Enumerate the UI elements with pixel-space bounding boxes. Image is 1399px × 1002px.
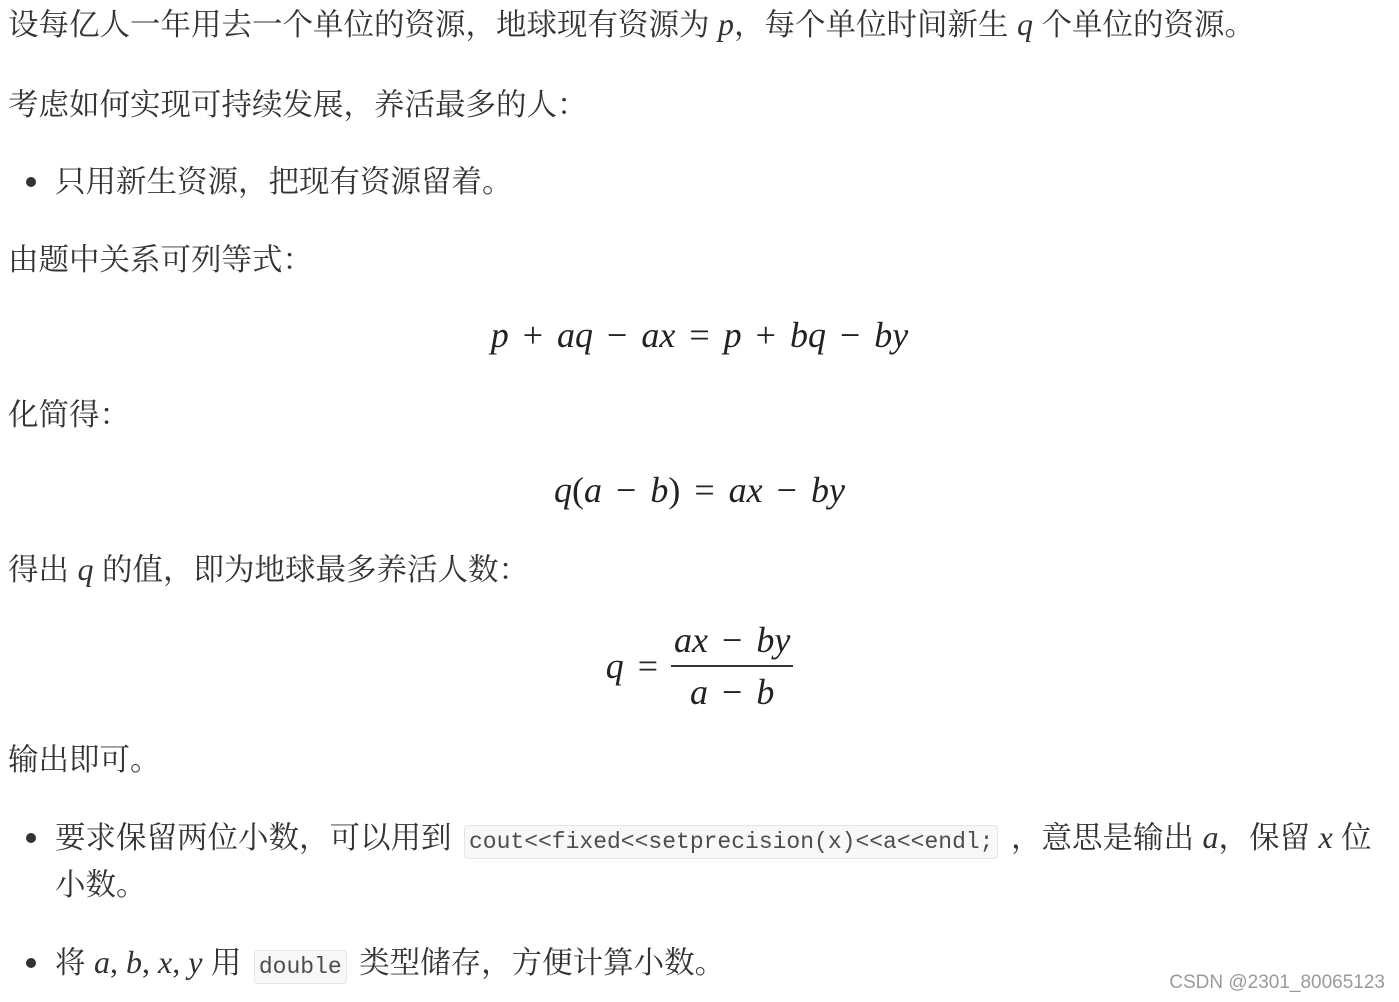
math-variable: b — [789, 315, 808, 355]
math-variable: a — [557, 315, 576, 355]
inline-code-cout: cout<<fixed<<setprecision(x)<<a<<endl; — [464, 825, 999, 859]
var-x — [1318, 819, 1332, 855]
simplify-paragraph: 化简得： — [8, 398, 130, 432]
math-variable: p — [717, 6, 734, 42]
math-operator: + — [522, 315, 544, 355]
math-variable: q — [807, 315, 826, 355]
inline-code-double: double — [254, 950, 347, 984]
math-variable: a — [641, 315, 660, 355]
list-item-2-text-3: ，保留 — [1218, 821, 1310, 855]
output-paragraph: 输出即可。 — [8, 743, 161, 777]
var-q — [77, 551, 93, 587]
intro-paragraph — [0, 2, 1399, 48]
math-punctuation: , — [109, 944, 118, 980]
intro-text-2: ，每个单位时间新生 — [733, 8, 1009, 42]
math-variable: x — [746, 470, 763, 510]
bullet-dot — [26, 177, 36, 187]
list-item-3-text-2: 用 — [210, 946, 242, 980]
var-q — [1017, 6, 1033, 42]
math-variable: p — [490, 315, 509, 355]
consider-paragraph: 考虑如何实现可持续发展，养活最多的人： — [8, 88, 588, 122]
math-variable: b — [650, 470, 669, 510]
math-variable: q — [554, 470, 573, 510]
fraction-denominator — [687, 667, 777, 717]
list-item-3-text-3: 类型储存，方便计算小数。 — [359, 946, 726, 980]
equation-2 — [0, 465, 1399, 515]
math-punctuation: , — [172, 944, 181, 980]
math-variable: y — [828, 470, 845, 510]
math-variable: a — [1202, 819, 1219, 855]
list-item-2-text-4: 位小数。 — [55, 821, 1372, 902]
math-operator: − — [722, 620, 743, 661]
math-variable: x — [1318, 819, 1333, 855]
math-variable: b — [874, 315, 893, 355]
math-operator: = — [637, 646, 659, 686]
var-p — [718, 6, 734, 42]
math-operator: + — [755, 315, 776, 355]
math-variable: y — [892, 315, 909, 355]
math-variable: b — [756, 671, 775, 712]
result-intro-text-2: 的值，即为地球最多养活人数： — [101, 553, 529, 587]
math-variable: b — [810, 470, 829, 510]
math-operator: − — [616, 470, 637, 510]
math-variable: a — [690, 671, 708, 712]
math-variable: a — [93, 944, 110, 980]
list-item-2 — [0, 815, 1399, 909]
math-variable: p — [723, 315, 742, 355]
math-operator: = — [694, 470, 715, 510]
list-item-1 — [0, 159, 1399, 205]
csdn-watermark: CSDN @2301_80065123 — [1169, 972, 1385, 993]
math-variable: a — [584, 470, 603, 510]
math-punctuation: ( — [572, 470, 585, 510]
fraction-numerator — [671, 615, 793, 665]
list-item-1-text: 只用新生资源，把现有资源留着。 — [55, 165, 513, 199]
result-intro-paragraph — [0, 547, 1399, 593]
math-variable: y — [774, 620, 791, 661]
intro-text-3: 个单位的资源。 — [1041, 8, 1255, 42]
math-operator: − — [776, 470, 797, 510]
equation-3-lhs — [606, 641, 663, 691]
math-variable: b — [125, 944, 142, 980]
math-variable: a — [674, 620, 693, 661]
math-variable: q — [77, 551, 94, 587]
math-variable: a — [728, 470, 747, 510]
math-variable: q — [605, 646, 624, 686]
math-variable: x — [157, 944, 173, 980]
equation-3 — [0, 615, 1399, 717]
math-punctuation: , — [141, 944, 150, 980]
intro-text-1: 设每亿人一年用去一个单位的资源，地球现有资源为 — [8, 8, 710, 42]
math-variable: x — [692, 620, 708, 661]
math-operator: − — [607, 315, 628, 355]
math-punctuation: ) — [668, 470, 681, 510]
math-operator: = — [689, 315, 710, 355]
math-operator: − — [722, 671, 743, 712]
list-item-2-text-1: 要求保留两位小数，可以用到 — [55, 821, 452, 855]
list-item-2-text-2: ，意思是输出 — [1010, 821, 1194, 855]
var-a — [1202, 819, 1218, 855]
equation-1 — [0, 310, 1399, 360]
math-variable: q — [1016, 6, 1033, 42]
bullet-dot — [26, 833, 36, 843]
fraction — [671, 615, 793, 717]
math-variable: b — [756, 620, 775, 661]
bullet-dot — [26, 958, 36, 968]
math-operator: − — [839, 315, 861, 355]
list-item-3-text-1: 将 — [55, 946, 86, 980]
equation-intro-paragraph: 由题中关系可列等式： — [8, 243, 313, 277]
var-list — [94, 944, 202, 980]
math-variable: x — [659, 315, 676, 355]
math-variable: q — [575, 315, 594, 355]
math-variable: y — [188, 944, 203, 980]
result-intro-text-1: 得出 — [8, 553, 69, 587]
